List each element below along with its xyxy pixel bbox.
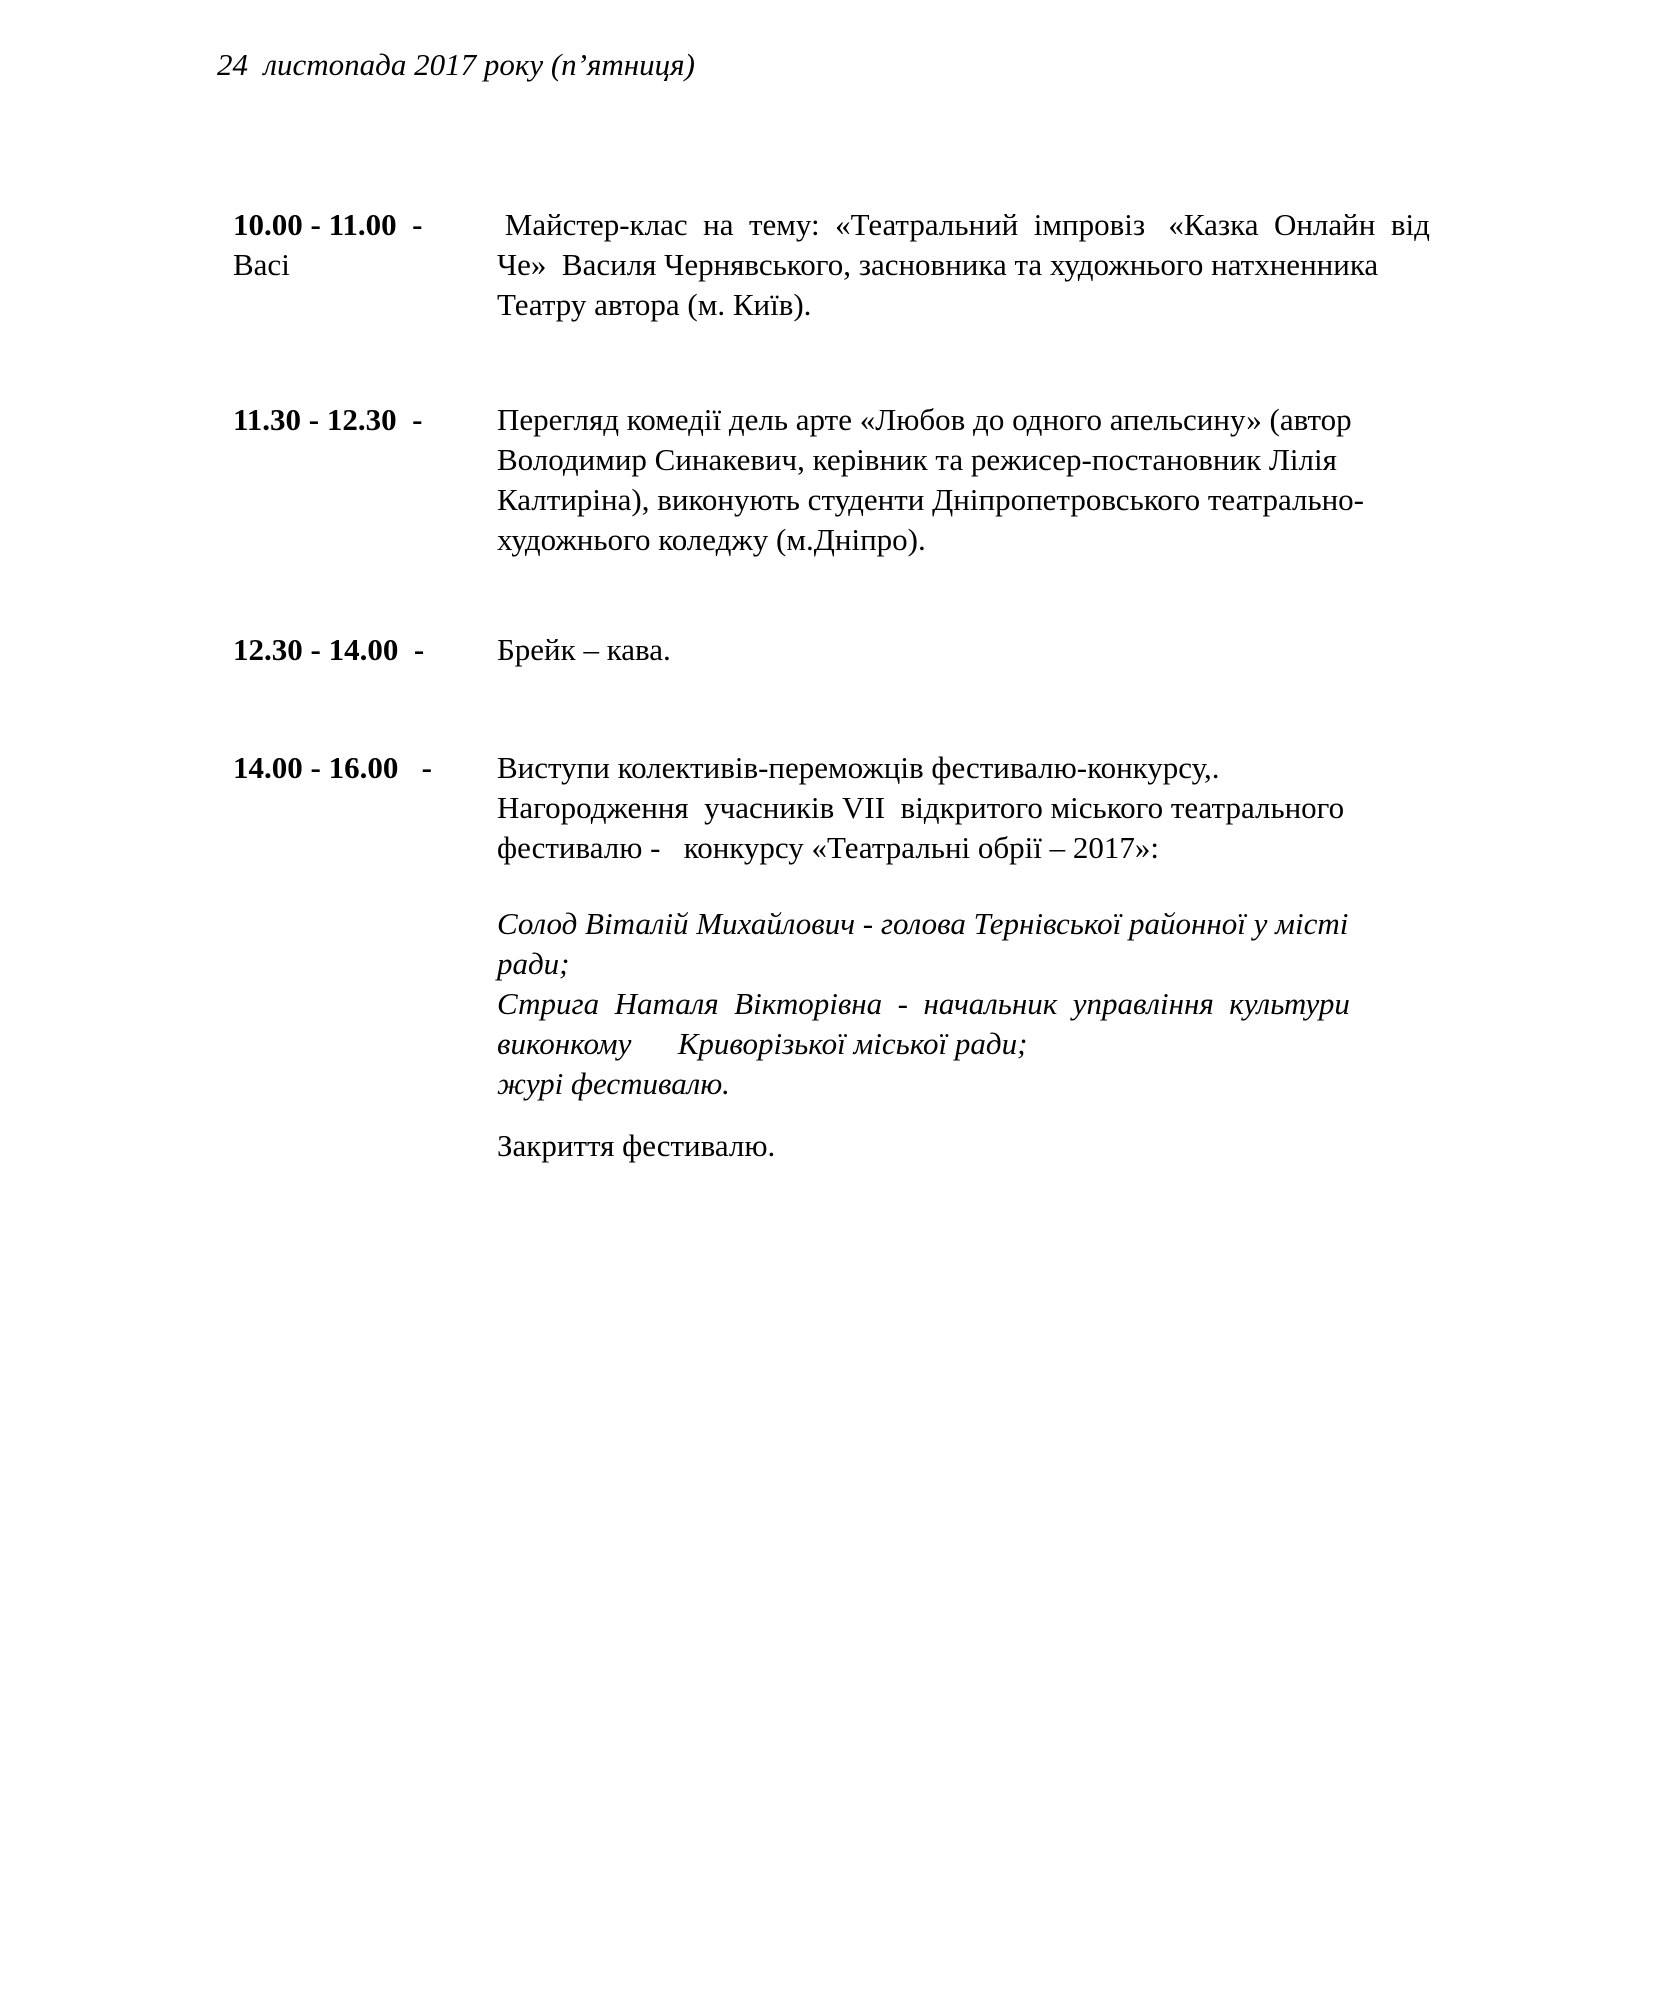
description-line: Брейк – кава. xyxy=(497,632,671,667)
description-line: Майстер-клас на тему: «Театральний імпровіз «Казка Онлайн від xyxy=(497,207,1430,242)
description-line: Перегляд комедії дель арте «Любов до одного апельсину» (автор xyxy=(497,402,1352,437)
description-line: художнього коледжу (м.Дніпро). xyxy=(497,522,926,557)
entry-time: 12.30 - 14.00 - xyxy=(233,632,425,667)
jury-line: виконкому Криворізької міської ради; xyxy=(497,1026,1028,1061)
document-date-heading: 24 листопада 2017 року (п’ятниця) xyxy=(217,47,695,82)
entry-description xyxy=(497,748,1350,1166)
description-line: фестивалю - конкурсу «Театральні обрії – 2017»: xyxy=(497,830,1160,865)
schedule-entry xyxy=(233,400,1364,560)
description-line: Нагородження учасників VII відкритого міського театрального xyxy=(497,790,1345,825)
entry-description xyxy=(497,205,1430,325)
entry-time: 10.00 - 11.00 - xyxy=(233,207,423,242)
description-line: Театру автора (м. Київ). xyxy=(497,287,812,322)
description-line: Че» Василя Чернявського, засновника та художнього натхненника xyxy=(497,247,1379,282)
entry-description xyxy=(497,400,1364,560)
jury-line: ради; xyxy=(497,946,570,981)
entry-time-column xyxy=(233,205,497,285)
entry-time-column xyxy=(233,630,497,670)
schedule-entry xyxy=(233,748,1350,1166)
entry-time-column xyxy=(233,400,497,440)
description-line: Виступи колективів-переможців фестивалю-конкурсу,. xyxy=(497,750,1220,785)
jury-block xyxy=(497,904,1350,1104)
entry-time: 11.30 - 12.30 - xyxy=(233,402,423,437)
entry-time-note: Васі xyxy=(233,247,290,282)
schedule-entry xyxy=(233,205,1430,325)
schedule-entry xyxy=(233,630,671,670)
entry-time: 14.00 - 16.00 - xyxy=(233,750,432,785)
entry-time-column xyxy=(233,748,497,788)
description-line: Калтиріна), виконують студенти Дніпропетровського театрально- xyxy=(497,482,1365,517)
closing-line: Закриття фестивалю. xyxy=(497,1128,776,1163)
jury-line: журі фестивалю. xyxy=(497,1066,730,1101)
entry-description xyxy=(497,630,671,670)
jury-line: Стрига Наталя Вікторівна - начальник управління культури xyxy=(497,986,1350,1021)
jury-line: Солод Віталій Михайлович - голова Тернівської районної у місті xyxy=(497,906,1349,941)
description-line: Володимир Синакевич, керівник та режисер-постановник Лілія xyxy=(497,442,1337,477)
